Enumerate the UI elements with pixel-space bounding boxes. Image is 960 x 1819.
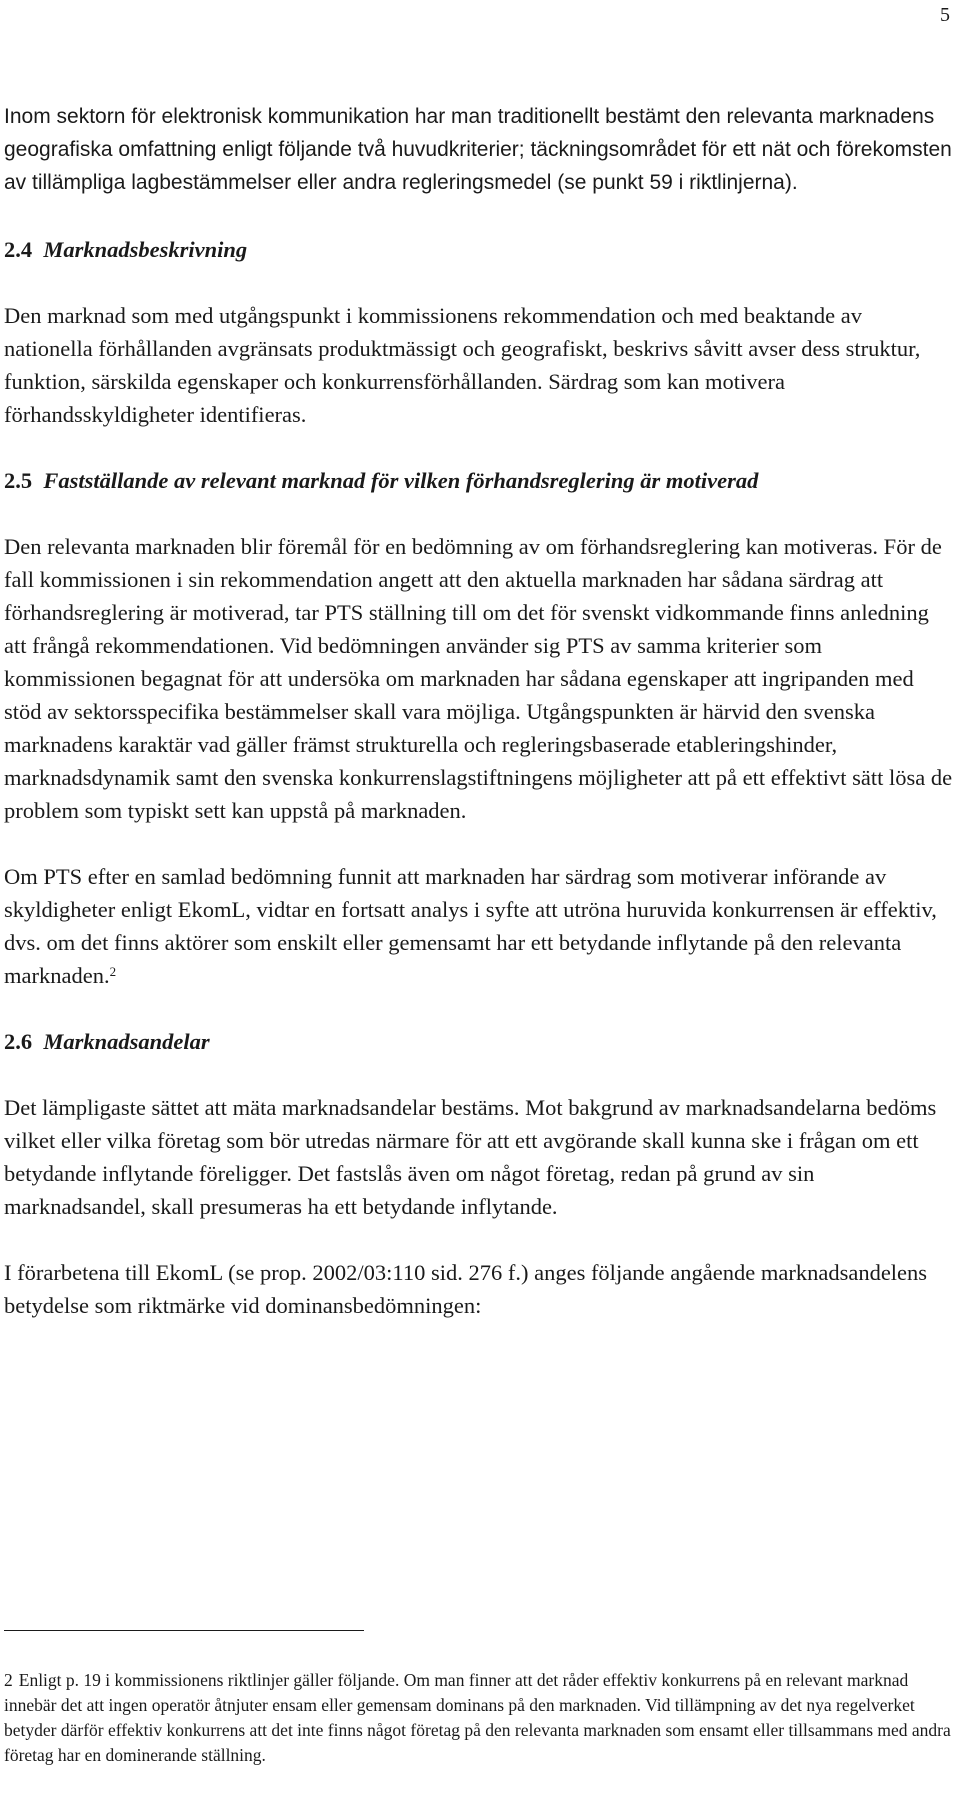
section-title: Marknadsandelar xyxy=(43,1029,210,1054)
section-number: 2.6 xyxy=(4,1029,33,1054)
spacer xyxy=(4,1223,954,1256)
footnote-reference[interactable]: 2 xyxy=(109,964,117,979)
section-number: 2.5 xyxy=(4,468,33,493)
page-number: 5 xyxy=(940,4,950,26)
intro-paragraph: Inom sektorn för elektronisk kommunikation har man traditionellt bestämt den relevanta marknadens geografiska omfattning enligt följande två huvudkriterier; täckningsområdet för ett nät och förekomsten av tillämpliga lagbestämmelser eller andra regleringsmedel (se punkt 59 i riktlinjerna). xyxy=(4,105,952,194)
paragraph-text: Om PTS efter en samlad bedömning funnit att marknaden har särdrag som motiverar införande av skyldigheter enligt EkomL, vidtar en fortsatt analys i syfte att utröna huruvida konkurrensen är effektiv, dvs. om det finns aktörer som enskilt eller gemensamt har ett betydande inflytande på den relevanta marknaden. xyxy=(4,864,937,988)
footnote xyxy=(4,1668,954,1768)
section-2-4-paragraph: Den marknad som med utgångspunkt i kommissionens rekommendation och med beaktande av nationella förhållanden avgränsats produktmässigt och geografiskt, beskrivs såvitt avser dess struktur, funktion, särskilda egenskaper och konkurrensförhållanden. Särdrag som kan motivera förhandsskyldigheter identifieras. xyxy=(4,303,921,427)
spacer xyxy=(4,266,954,299)
spacer xyxy=(4,827,954,860)
spacer xyxy=(4,431,954,464)
section-2-6-paragraph-1: Det lämpligaste sättet att mäta marknadsandelar bestäms. Mot bakgrund av marknadsandelarna bedöms vilket eller vilka företag som bör utredas närmare för att ett avgörande skall kunna ske i frågan om ett betydande inflytande föreligger. Det fastslås även om något företag, redan på grund av sin marknadsandel, skall presumeras ha ett betydande inflytande. xyxy=(4,1095,937,1219)
section-number: 2.4 xyxy=(4,237,33,262)
section-2-5-paragraph-1: Den relevanta marknaden blir föremål för en bedömning av om förhandsreglering kan motiveras. För de fall kommissionen i sin rekommendation angett att den aktuella marknaden har sådana särdrag att förhandsreglering är motiverad, tar PTS ställning till om det för svenskt vidkommande finns anledning att frångå rekommendationen. Vid bedömningen använder sig PTS av samma kriterier som kommissionen begagnat för att undersöka om marknaden har sådana egenskaper att ingripanden med stöd av sektorsspecifika bestämmelser skall vara möjliga. Utgångspunkten är härvid den svenska marknadens karaktär vad gäller främst strukturella och regleringsbaserade etableringshinder, marknadsdynamik samt den svenska konkurrenslagstiftningens möjligheter att på ett effektivt sätt lösa de problem som typiskt sett kan uppstå på marknaden. xyxy=(4,534,953,823)
footnote-divider xyxy=(4,1630,364,1631)
section-heading-2-5 xyxy=(4,464,954,497)
section-heading-2-4 xyxy=(4,233,954,266)
section-heading-2-6 xyxy=(4,1025,954,1058)
spacer xyxy=(4,199,954,233)
spacer xyxy=(4,497,954,530)
section-2-6-paragraph-2: I förarbetena till EkomL (se prop. 2002/03:110 sid. 276 f.) anges följande angående marknadsandelens betydelse som riktmärke vid dominansbedömningen: xyxy=(4,1260,928,1318)
footnote-text: Enligt p. 19 i kommissionens riktlinjer gäller följande. Om man finner att det råder effektiv konkurrens på en relevant marknad innebär det att ingen operatör åtnjuter ensam eller gemensam dominans på den marknaden. Vid tillämpning av det nya regelverket betyder därför effektiv konkurrens att det inte finns något företag på den relevanta marknaden som ensamt eller tillsammans med andra företag har en dominerande ställning. xyxy=(4,1670,951,1765)
section-title: Marknadsbeskrivning xyxy=(43,237,248,262)
footnote-mark: 2 xyxy=(4,1670,13,1690)
spacer xyxy=(4,992,954,1025)
section-title: Fastställande av relevant marknad för vilken förhandsreglering är motiverad xyxy=(43,468,759,493)
section-2-5-paragraph-2 xyxy=(4,860,954,992)
document-body xyxy=(4,100,954,1322)
spacer xyxy=(4,1058,954,1091)
